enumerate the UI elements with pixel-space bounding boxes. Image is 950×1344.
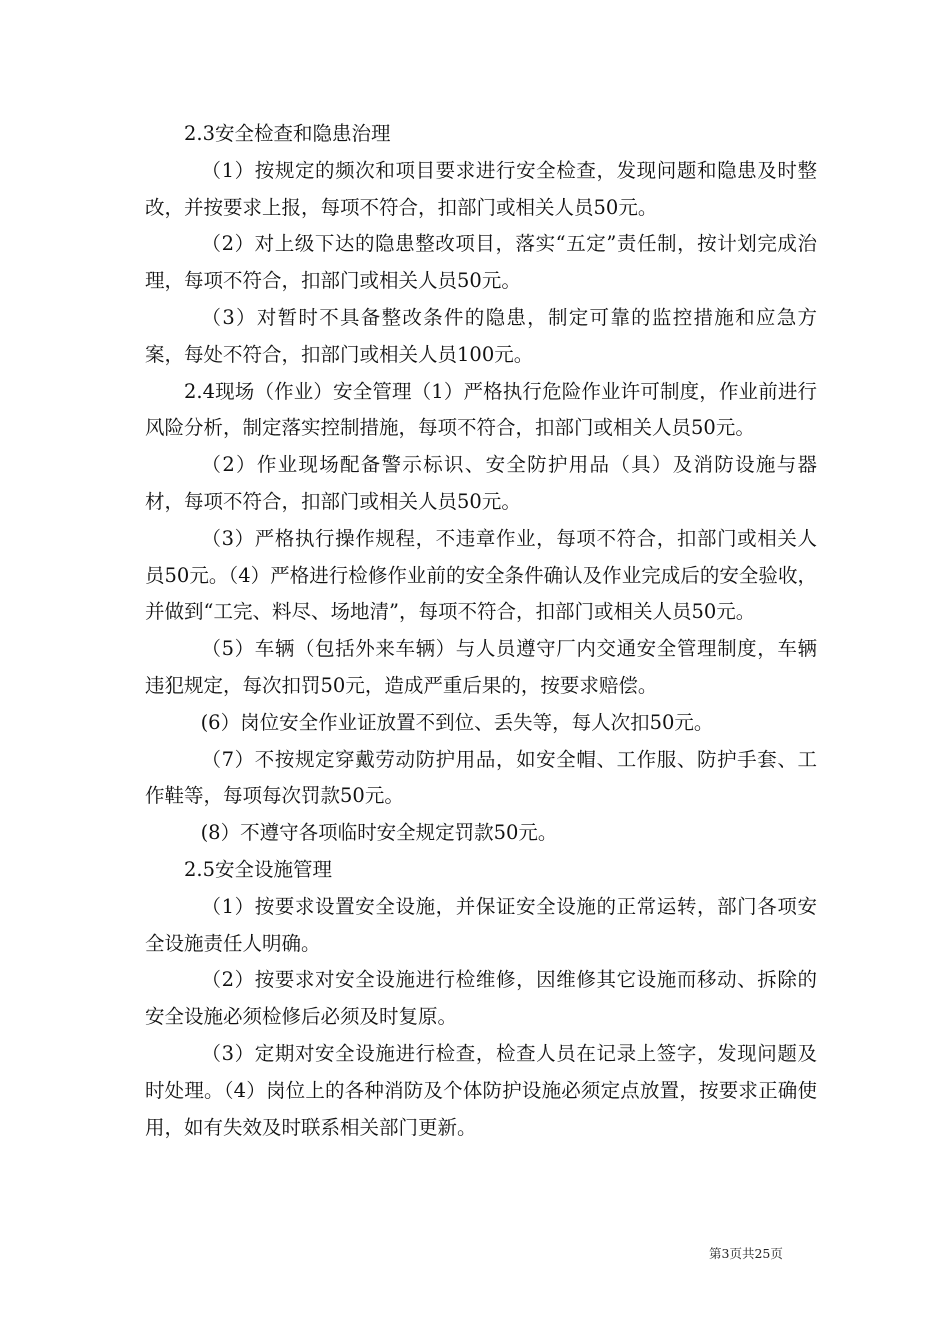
section-heading-2-5: 2.5安全设施管理	[184, 857, 333, 881]
paragraph: （3）对暂时不具备整改条件的隐患，制定可靠的监控措施和应急方案，每处不符合，扣部门或相关人员100元。	[145, 305, 817, 366]
paragraph: （7）不按规定穿戴劳动防护用品，如安全帽、工作服、防护手套、工作鞋等，每项每次罚款50元。	[145, 747, 817, 808]
paragraph: （2）作业现场配备警示标识、安全防护用品（具）及消防设施与器材，每项不符合，扣部门或相关人员50元。	[145, 453, 817, 513]
document-body	[145, 116, 817, 1146]
paragraph: (8）不遵守各项临时安全规定罚款50元。	[200, 821, 558, 845]
page-number-footer: 第3页共25页	[709, 1246, 783, 1261]
paragraph: （5）车辆（包括外来车辆）与人员遵守厂内交通安全管理制度，车辆违犯规定，每次扣罚50元，造成严重后果的，按要求赔偿。	[145, 637, 817, 697]
paragraph: （2）对上级下达的隐患整改项目，落实“五定”责任制，按计划完成治理，每项不符合，扣部门或相关人员50元。	[145, 232, 817, 293]
section-heading-2-4: 2.4现场（作业）安全管理（1）严格执行危险作业许可制度，作业前进行风险分析，制定落实控制措施，每项不符合，扣部门或相关人员50元。	[145, 379, 817, 440]
section-heading-2-3: 2.3安全检查和隐患治理	[184, 122, 391, 145]
paragraph: （1）按规定的频次和项目要求进行安全检查，发现问题和隐患及时整改，并按要求上报，每项不符合，扣部门或相关人员50元。	[145, 158, 817, 219]
paragraph: （1）按要求设置安全设施，并保证安全设施的正常运转，部门各项安全设施责任人明确。	[145, 894, 817, 955]
paragraph: （3）定期对安全设施进行检查，检查人员在记录上签字，发现问题及时处理。（4）岗位上的各种消防及个体防护设施必须定点放置，按要求正确使用，如有失效及时联系相关部门更新。	[145, 1041, 817, 1139]
paragraph: （3）严格执行操作规程，不违章作业，每项不符合，扣部门或相关人员50元。（4）严格进行检修作业前的安全条件确认及作业完成后的安全验收，并做到“工完、料尽、场地清”，每项不符合，扣部门或相关人员50元。	[145, 526, 817, 624]
paragraph: （2）按要求对安全设施进行检维修，因维修其它设施而移动、拆除的安全设施必须检修后必须及时复原。	[145, 968, 817, 1029]
paragraph: (6）岗位安全作业证放置不到位、丢失等，每人次扣50元。	[200, 710, 714, 734]
